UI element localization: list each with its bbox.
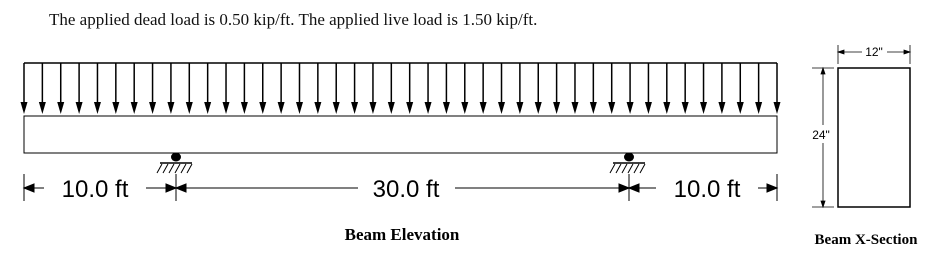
load-arrow-head (351, 102, 358, 114)
support-hatch-line (634, 164, 639, 173)
load-arrow-head (608, 102, 615, 114)
load-arrow-head (21, 102, 28, 114)
load-arrow-head (204, 102, 211, 114)
load-arrow-head (278, 102, 285, 114)
elevation-caption: Beam Elevation (344, 225, 460, 244)
support-hatch-line (616, 164, 621, 173)
support-hatch-line (187, 164, 192, 173)
load-arrow-head (186, 102, 193, 114)
support-hatch-line (175, 164, 180, 173)
load-arrow-head (590, 102, 597, 114)
right-pin-support (610, 153, 645, 174)
load-arrow-head (645, 102, 652, 114)
section-height-label: 24" (812, 128, 830, 142)
load-arrow-head (314, 102, 321, 114)
load-arrow-head (112, 102, 119, 114)
load-arrow-head (94, 102, 101, 114)
load-arrow-head (223, 102, 230, 114)
load-arrow-head (39, 102, 46, 114)
load-arrow-head (480, 102, 487, 114)
section-caption: Beam X-Section (814, 232, 918, 248)
load-arrow-head (627, 102, 634, 114)
support-hatch-line (157, 164, 162, 173)
load-arrow-head (571, 102, 578, 114)
load-arrow-head (406, 102, 413, 114)
distributed-load-arrows (21, 63, 781, 114)
load-arrow-head (76, 102, 83, 114)
load-arrow-head (241, 102, 248, 114)
cross-section-rectangle (838, 68, 910, 207)
load-arrow-head (259, 102, 266, 114)
load-arrow-head (57, 102, 64, 114)
load-arrow-head (553, 102, 560, 114)
section-width-label: 12" (865, 45, 883, 59)
load-arrow-head (774, 102, 781, 114)
support-hatch-line (622, 164, 627, 173)
support-hatch-line (169, 164, 174, 173)
support-hatch-line (163, 164, 168, 173)
load-arrow-head (535, 102, 542, 114)
left-pin-support (157, 153, 192, 174)
load-arrow-head (663, 102, 670, 114)
load-arrow-head (443, 102, 450, 114)
support-hatch-line (640, 164, 645, 173)
load-arrow-head (333, 102, 340, 114)
load-arrow-head (131, 102, 138, 114)
load-arrow-head (498, 102, 505, 114)
load-arrow-head (682, 102, 689, 114)
span-label-middle: 30.0 ft (372, 176, 440, 203)
support-hatch-line (628, 164, 633, 173)
support-hatch-line (181, 164, 186, 173)
load-arrow-head (755, 102, 762, 114)
load-arrow-head (388, 102, 395, 114)
load-arrow-head (461, 102, 468, 114)
span-label-right: 10.0 ft (673, 176, 741, 203)
load-arrow-head (700, 102, 707, 114)
load-arrow-head (516, 102, 523, 114)
load-arrow-head (149, 102, 156, 114)
load-arrow-head (369, 102, 376, 114)
load-arrow-head (718, 102, 725, 114)
load-arrow-head (167, 102, 174, 114)
support-hatch-line (610, 164, 615, 173)
load-arrow-head (737, 102, 744, 114)
span-label-left: 10.0 ft (61, 176, 129, 203)
load-arrow-head (296, 102, 303, 114)
load-statement: The applied dead load is 0.50 kip/ft. The applied live load is 1.50 kip/ft. (49, 10, 538, 29)
beam-elevation (24, 116, 777, 153)
load-arrow-head (425, 102, 432, 114)
